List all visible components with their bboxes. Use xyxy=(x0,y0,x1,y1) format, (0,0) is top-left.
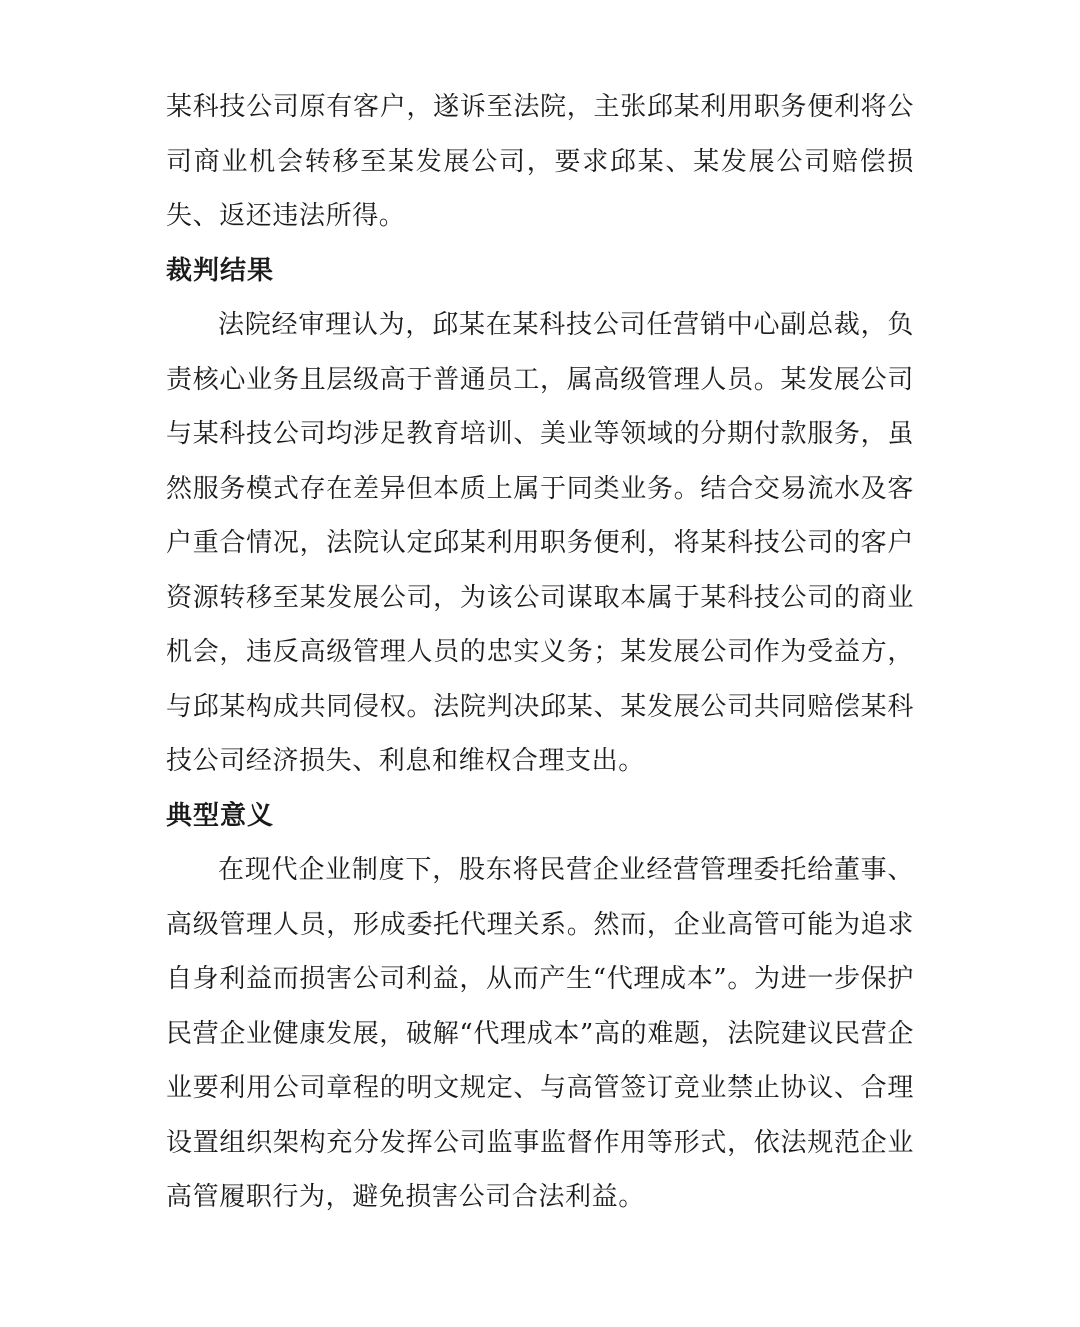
section-heading-significance: 典型意义 xyxy=(166,800,275,831)
section-paragraph-significance: 在现代企业制度下，股东将民营企业经营管理委托给董事、高级管理人员，形成委托代理关系。然而，企业高管可能为追求自身利益而损害公司利益，从而产生“代理成本”。为进一步保护民营企业健康发展，破解“代理成本”高的难题，法院建议民营企业要利用公司章程的明文规定、与高管签订竞业禁止协议、合理设置组织架构充分发挥公司监事监督作用等形式，依法规范企业高管履职行为，避免损害公司合法利益。 xyxy=(166,855,914,1212)
section-paragraph-judgment: 法院经审理认为，邱某在某科技公司任营销中心副总裁，负责核心业务且层级高于普通员工，属高级管理人员。某发展公司与某科技公司均涉足教育培训、美业等领域的分期付款服务，虽然服务模式存在差异但本质上属于同类业务。结合交易流水及客户重合情况，法院认定邱某利用职务便利，将某科技公司的客户资源转移至某发展公司，为该公司谋取本属于某科技公司的商业机会，违反高级管理人员的忠实义务；某发展公司作为受益方，与邱某构成共同侵权。法院判决邱某、某发展公司共同赔偿某科技公司经济损失、利息和维权合理支出。 xyxy=(166,310,914,776)
section-heading-judgment: 裁判结果 xyxy=(166,255,275,286)
intro-paragraph: 某科技公司原有客户，遂诉至法院，主张邱某利用职务便利将公司商业机会转移至某发展公司，要求邱某、某发展公司赔偿损失、返还违法所得。 xyxy=(166,92,914,231)
document-body xyxy=(166,80,914,1225)
